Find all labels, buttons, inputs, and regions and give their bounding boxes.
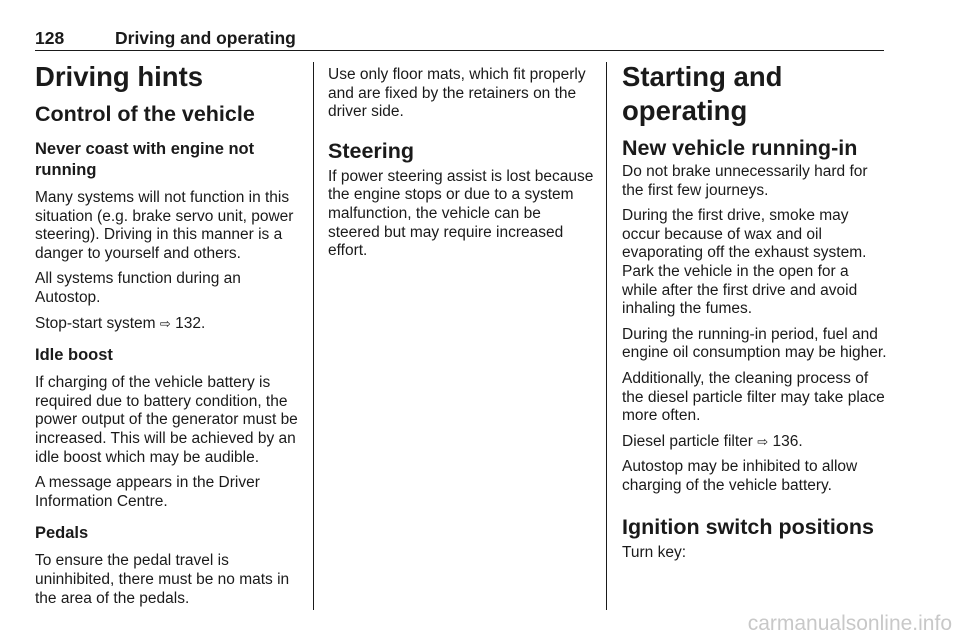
column-divider-left [313,62,314,610]
chapter-title: Driving and operating [115,28,296,48]
paragraph: Do not brake unnecessarily hard for the first few journeys. [622,163,868,199]
subheading-control-of-vehicle: Control of the vehicle [35,102,255,126]
reference-page: 132. [175,314,206,332]
paragraph: During the running-in period, fuel and engine oil consumption may be higher. [622,325,887,362]
subheading-running-in: New vehicle running-in [622,136,858,160]
paragraph: If charging of the vehicle battery is required due to battery condition, the power output of the generator must be increased. This will be achieved by an idle boost which may be audible. [35,374,298,466]
paragraph: During the first drive, smoke may occur because of wax and oil evaporating off the exhaust system. Park the vehicle in the open for a while after the first drive and avoid inhaling the fumes. [622,207,867,318]
ref-arrow-icon: ⇨ [159,315,171,331]
column-divider-right [606,62,607,610]
page-number: 128 [35,28,65,48]
column-right [622,60,888,562]
paragraph: Many systems will not function in this situation (e.g. brake servo unit, power steering). Driving in this manner is a danger to yourself and others. [35,189,294,262]
paragraph: To ensure the pedal travel is uninhibited, there must be no mats in the area of the pedals. [35,552,290,607]
cross-reference-stop-start[interactable] [35,315,301,334]
reference-text: Diesel particle filter [622,432,753,450]
topic-pedals: Pedals [35,524,89,543]
paragraph: Additionally, the cleaning process of the diesel particle filter may take place more often. [622,369,885,425]
paragraph: All systems function during an Autostop. [35,270,241,306]
column-left [35,60,301,608]
subheading-ignition-positions: Ignition switch positions [622,514,875,539]
ref-arrow-icon: ⇨ [757,433,769,449]
topic-never-coast: Never coast with engine not running [35,140,255,179]
paragraph: Turn key: [622,543,687,561]
paragraph: Use only floor mats, which fit properly and are fixed by the retainers on the driver side. [328,66,586,121]
paragraph: If power steering assist is lost because the engine stops or due to a system malfunction, the vehicle can be steered but may require increased effort. [328,167,594,260]
subheading-steering: Steering [328,138,415,163]
section-heading-driving-hints: Driving hints [35,61,204,92]
reference-text: Stop-start system [35,314,156,332]
column-middle [328,60,594,261]
cross-reference-particle-filter[interactable] [622,433,888,452]
paragraph: Autostop may be inhibited to allow charging of the vehicle battery. [622,458,858,494]
paragraph: A message appears in the Driver Information Centre. [35,474,260,510]
section-heading-starting-operating: Starting and operating [622,61,783,126]
reference-page: 136. [772,432,803,450]
page-header [35,26,884,51]
topic-idle-boost: Idle boost [35,346,113,365]
watermark: carmanualsonline.info [747,612,952,635]
